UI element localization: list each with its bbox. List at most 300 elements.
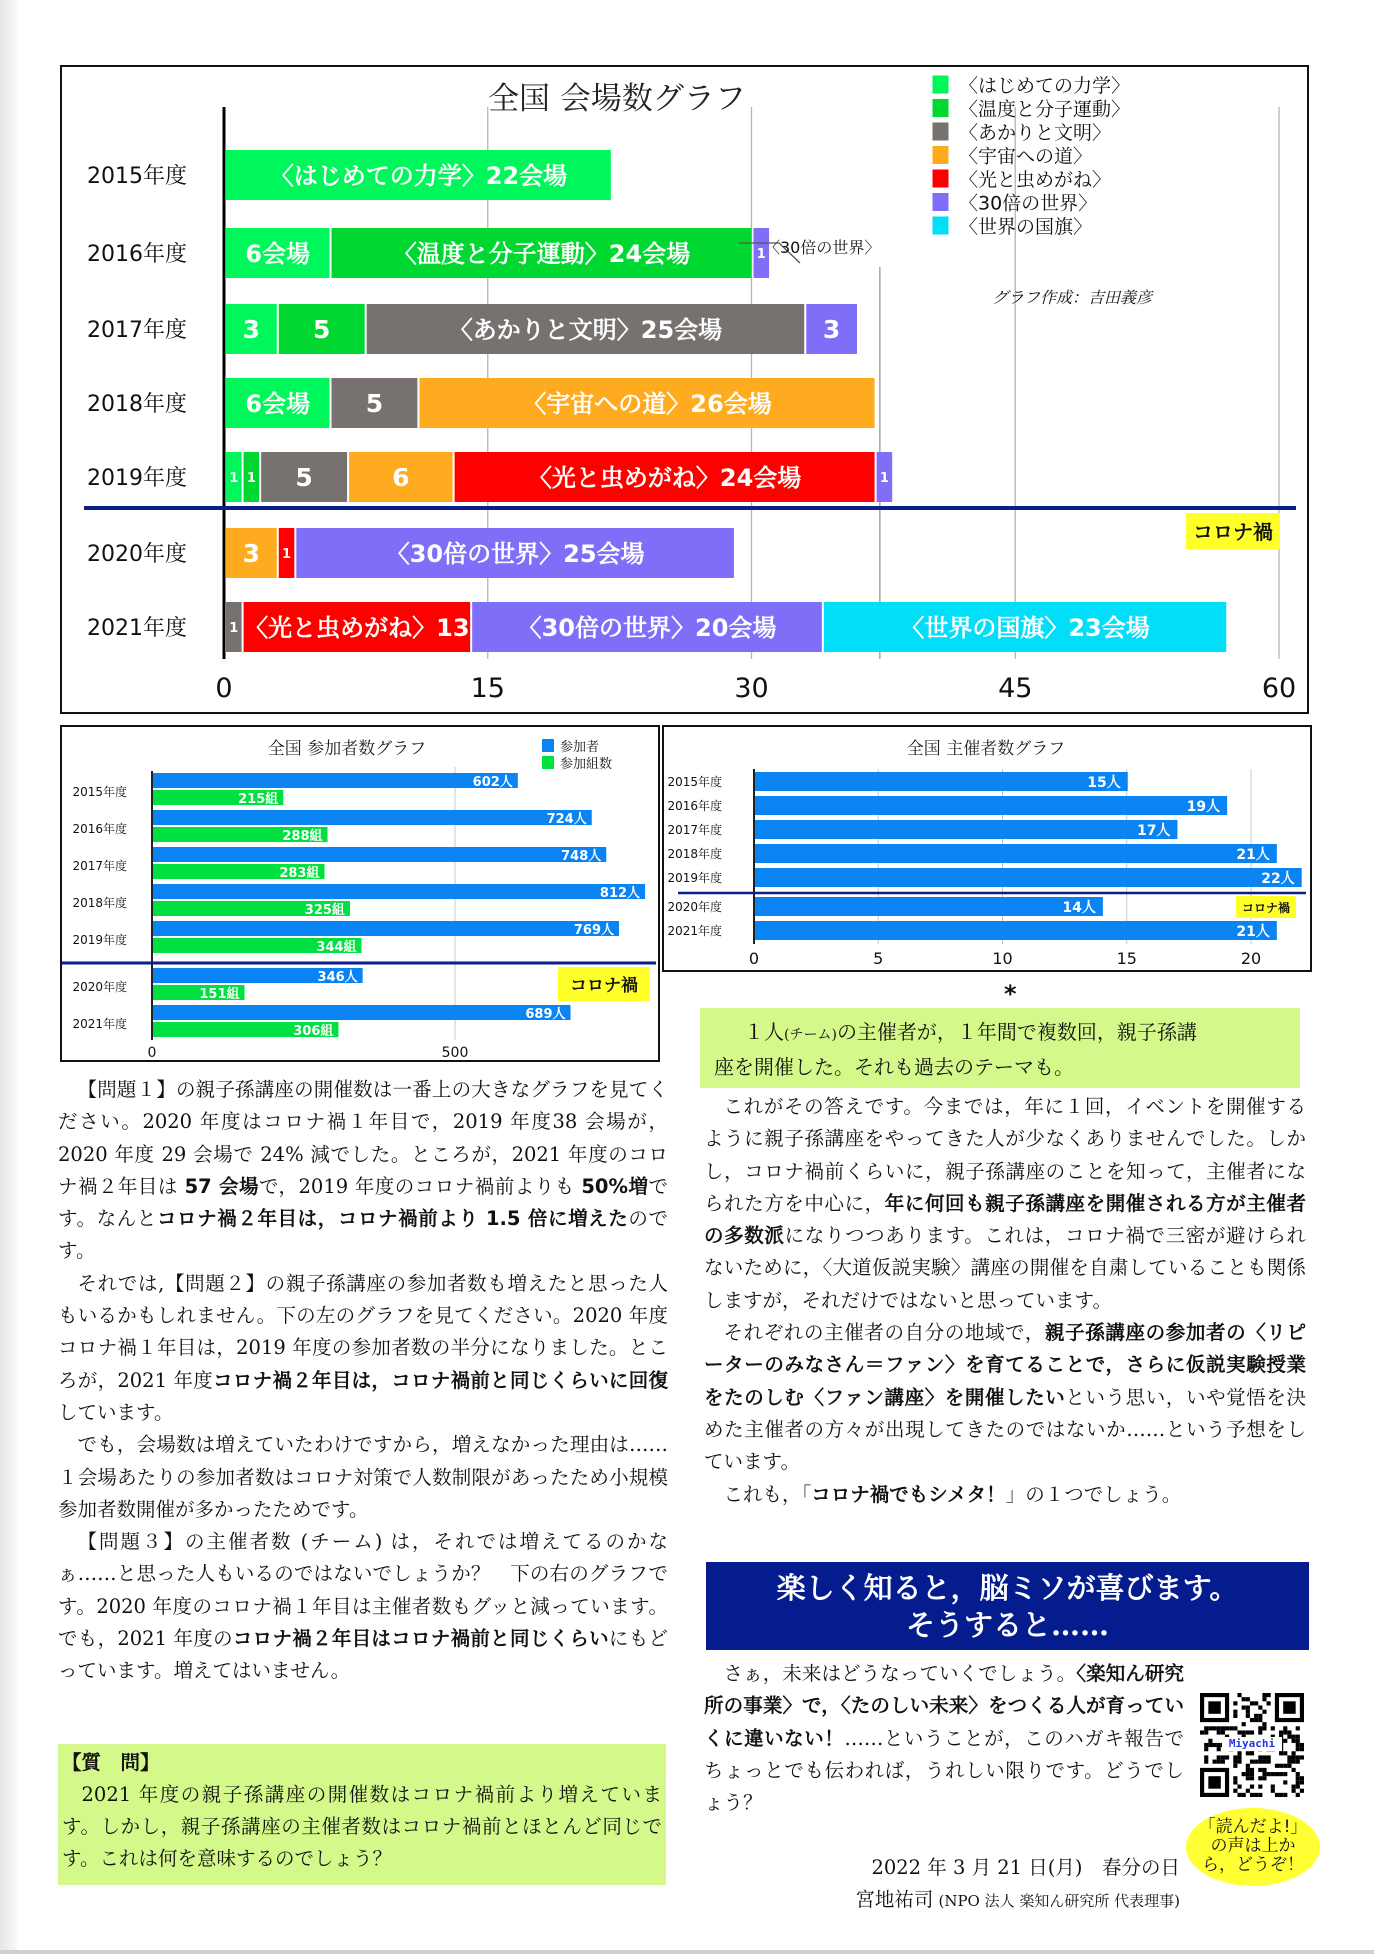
qr-module <box>1258 1776 1262 1780</box>
bar-participants <box>153 1005 571 1020</box>
bar-label: 〈光と虫めがね〉13 <box>244 614 470 642</box>
y-tick-label: 2019年度 <box>72 933 127 947</box>
qr-module <box>1200 1730 1204 1734</box>
qr-module <box>1204 1760 1208 1764</box>
qr-module <box>1233 1714 1237 1718</box>
legend-swatch-participants <box>542 739 554 752</box>
emphasis-text: コロナ禍２年目は，コロナ禍前より 1.5 倍に増えた <box>156 1207 629 1231</box>
bar-label: 1 <box>229 621 239 636</box>
qr-module <box>1271 1772 1275 1776</box>
paragraph-answer <box>704 1091 1306 1317</box>
body-text: です。なんと <box>58 1174 668 1231</box>
qr-module <box>1287 1764 1291 1768</box>
qr-finder <box>1283 1701 1295 1713</box>
bar-participants <box>153 773 518 788</box>
legend-swatch-hikari <box>932 169 949 188</box>
organizers-chart-title: 全国 主催者数グラフ <box>906 739 1066 759</box>
body-text: これがその答えです。今までは，年に１回，イベントを開催するように親子孫講座をやってきた人が少なくありませんでした。しかし，コロナ禍前くらいに，親子孫講座のことを知って，主催者になられた方を中心に， <box>704 1095 1306 1215</box>
qr-module <box>1267 1760 1271 1764</box>
banner-line-2: そうすると…… <box>905 1608 1109 1642</box>
y-tick-label: 2015年度 <box>72 785 127 799</box>
venues-chart-title: 全国 会場数グラフ <box>488 81 746 117</box>
qr-module <box>1283 1751 1287 1755</box>
y-tick-label: 2017年度 <box>667 823 722 837</box>
participants-chart <box>62 727 658 1060</box>
qr-module <box>1208 1743 1212 1747</box>
corona-label: コロナ禍 <box>1241 901 1291 915</box>
note-text-a: １人 <box>744 1020 784 1044</box>
qr-module <box>1262 1693 1266 1697</box>
qr-module <box>1258 1718 1262 1722</box>
bar-label: 〈はじめての力学〉22会場 <box>269 162 568 190</box>
y-tick-label: 2016年度 <box>72 822 127 836</box>
qr-module <box>1271 1726 1275 1730</box>
organizers-chart-frame <box>662 725 1312 972</box>
emphasis-text: コロナ禍２年目は，コロナ禍前と同じくらいに回復 <box>213 1368 668 1392</box>
data-label: 346人 <box>317 970 358 985</box>
note-line-2: 座を開催した。それも過去のテーマも。 <box>714 1055 1074 1079</box>
qr-module <box>1217 1743 1221 1747</box>
qr-module <box>1292 1785 1296 1789</box>
qr-module <box>1279 1751 1283 1755</box>
body-text: それぞれの主催者の自分の地域で， <box>723 1321 1046 1345</box>
qr-module <box>1250 1785 1254 1789</box>
qr-module <box>1258 1755 1262 1759</box>
date-line: 2022 年 3 月 21 日(月) 春分の日 <box>871 1856 1180 1879</box>
qr-module <box>1287 1735 1291 1739</box>
bar-organizers <box>755 868 1302 887</box>
qr-module <box>1296 1743 1300 1747</box>
qr-module <box>1237 1793 1241 1797</box>
x-tick-label: 15 <box>1116 949 1137 968</box>
x-tick-label: 10 <box>992 949 1013 968</box>
qr-module <box>1262 1772 1266 1776</box>
qr-module <box>1267 1693 1271 1697</box>
qr-module <box>1217 1726 1221 1730</box>
body-text: でも，会場数は増えていたわけですから，増えなかった理由は……１会場あたりの参加者数はコロナ対策で人数制限があったため小規模参加者数開催が多かったためです。 <box>58 1433 668 1521</box>
y-tick-label: 2020年度 <box>72 980 127 994</box>
qr-module <box>1246 1751 1250 1755</box>
data-label: 151組 <box>199 987 240 1002</box>
qr-module <box>1296 1785 1300 1789</box>
body-text: これも，「 <box>723 1482 812 1506</box>
x-tick-label: 0 <box>147 1045 157 1060</box>
data-label: 21人 <box>1236 847 1270 863</box>
qr-module <box>1283 1730 1287 1734</box>
author-line <box>720 1884 1180 1912</box>
paragraph-reason <box>58 1429 668 1526</box>
qr-module <box>1246 1768 1250 1772</box>
qr-module <box>1292 1768 1296 1772</box>
question-heading: 【質 問】 <box>62 1751 160 1774</box>
bar-label: 1 <box>229 471 239 486</box>
bar-label: 5 <box>365 389 384 418</box>
qr-module <box>1242 1730 1246 1734</box>
note-text-b: の主催者が，１年間で複数回，親子孫講 <box>836 1020 1197 1044</box>
y-tick-label: 2015年度 <box>87 164 187 189</box>
qr-module <box>1242 1705 1246 1709</box>
bar-label: 3 <box>822 315 841 344</box>
y-tick-label: 2016年度 <box>87 242 187 267</box>
qr-module <box>1233 1701 1237 1705</box>
corona-label: コロナ禍 <box>1193 520 1273 544</box>
body-text: 【問題１】の親子孫講座の開催数は一番上の大きなグラフを見てください。2020 年度はコロナ禍１年目で，2019 年度38 会場が，2020 年度 29 会場で 24% 減でした。ところが，2021 年度のコロナ禍２年目は <box>58 1078 668 1198</box>
qr-module <box>1229 1726 1233 1730</box>
emphasis-text: 50%増 <box>581 1174 649 1198</box>
bar-label: 〈温度と分子運動〉24会場 <box>392 240 691 268</box>
author-name: 宮地祐司 <box>855 1888 934 1911</box>
x-tick-label: 5 <box>873 949 884 968</box>
x-tick-label: 0 <box>748 949 760 968</box>
venues-chart-credit: グラフ作成：吉田義彦 <box>991 288 1153 307</box>
bar-label: 6会場 <box>245 390 311 418</box>
qr-module <box>1233 1780 1237 1784</box>
x-tick-label: 60 <box>1261 673 1297 704</box>
qr-module <box>1296 1735 1300 1739</box>
data-label: 769人 <box>573 923 615 938</box>
participants-chart-title: 全国 参加者数グラフ <box>267 739 427 759</box>
bar-organizers <box>755 844 1277 863</box>
paragraph-problem-3 <box>58 1526 668 1687</box>
qr-module <box>1296 1772 1300 1776</box>
data-label: 14人 <box>1062 900 1096 916</box>
qr-code[interactable] <box>1200 1693 1304 1797</box>
qr-module <box>1221 1726 1225 1730</box>
qr-module <box>1283 1780 1287 1784</box>
bar-label: 1 <box>879 471 889 486</box>
qr-module <box>1204 1747 1208 1751</box>
legend-label-participants: 参加者 <box>560 740 600 755</box>
qr-module <box>1258 1793 1262 1797</box>
body-text: しています。 <box>58 1400 174 1424</box>
data-label: 15人 <box>1087 775 1121 791</box>
legend-label: 〈世界の国旗〉 <box>959 216 1093 238</box>
qr-module <box>1262 1755 1266 1759</box>
qr-module <box>1279 1793 1283 1797</box>
qr-module <box>1283 1793 1287 1797</box>
data-label: 19人 <box>1186 799 1221 815</box>
qr-module <box>1283 1739 1287 1743</box>
balloon-line-1: 「読んだよ!」 <box>1198 1817 1308 1837</box>
y-tick-label: 2020年度 <box>87 542 187 567</box>
qr-module <box>1267 1772 1271 1776</box>
qr-module <box>1250 1760 1254 1764</box>
body-text: にもどっています。増えてはいません。 <box>58 1627 668 1683</box>
bar-label: 〈あかりと文明〉25会場 <box>448 316 723 344</box>
data-label: 283組 <box>279 866 320 881</box>
legend-label: 〈光と虫めがね〉 <box>959 169 1112 191</box>
qr-module <box>1292 1739 1296 1743</box>
body-text: それでは,【問題２】の親子孫講座の参加者数も増えたと思った人もいるかもしれません。下の左のグラフを見てください。2020 年度コロナ禍１年目は，2019 年度の参加者数の半分になりました。ところが，2021 年度 <box>58 1271 668 1392</box>
banner-line-1: 楽しく知ると，脳ミソが喜びます。 <box>776 1571 1239 1605</box>
data-label: 812人 <box>599 886 641 901</box>
emphasis-text: コロナ禍２年目はコロナ禍前と同じくらい <box>232 1627 609 1651</box>
qr-module <box>1225 1755 1229 1759</box>
qr-module <box>1233 1789 1237 1793</box>
qr-module <box>1287 1755 1291 1759</box>
qr-module <box>1262 1726 1266 1730</box>
paragraph-problem-1 <box>58 1074 668 1268</box>
question-body: 2021 年度の親子孫講座の開催数はコロナ禍前より増えています。しかし，親子孫講座の主催者数はコロナ禍前とほとんど同じです。これは何を意味するのでしょう？ <box>62 1783 662 1870</box>
legend-swatch-kokki <box>932 216 949 235</box>
body-text: という思い，いや覚悟を決めた主催者の方々が出現してきたのではないか……という予想をしています。 <box>704 1385 1306 1474</box>
data-label: 306組 <box>293 1024 334 1039</box>
qr-module <box>1246 1730 1250 1734</box>
data-label: 602人 <box>472 775 513 790</box>
qr-module <box>1300 1755 1304 1759</box>
qr-module <box>1242 1697 1246 1701</box>
qr-module <box>1262 1710 1266 1714</box>
qr-module <box>1250 1718 1254 1722</box>
qr-module <box>1296 1739 1300 1743</box>
y-tick-label: 2019年度 <box>667 871 722 885</box>
qr-module <box>1221 1755 1225 1759</box>
qr-module <box>1262 1722 1266 1726</box>
qr-module <box>1250 1701 1254 1705</box>
qr-module <box>1258 1726 1262 1730</box>
qr-module <box>1283 1772 1287 1776</box>
note-text-small: (チーム) <box>784 1027 837 1043</box>
bar-label: 1 <box>756 247 766 262</box>
banner <box>706 1562 1309 1650</box>
bar-label: 5 <box>295 463 313 492</box>
qr-module <box>1300 1747 1304 1751</box>
qr-module <box>1283 1726 1287 1730</box>
x-tick-label: 0 <box>215 673 233 704</box>
bar-participants <box>153 810 592 825</box>
qr-module <box>1242 1772 1246 1776</box>
y-tick-label: 2019年度 <box>87 466 187 491</box>
qr-module <box>1292 1760 1296 1764</box>
y-tick-label: 2018年度 <box>87 392 187 417</box>
x-tick-label: 45 <box>998 673 1033 704</box>
qr-module <box>1275 1772 1279 1776</box>
bar-label: 6会場 <box>245 240 311 268</box>
qr-module <box>1258 1714 1262 1718</box>
qr-module <box>1254 1714 1258 1718</box>
legend-swatch-bai30 <box>932 193 949 212</box>
data-label: 215組 <box>238 792 279 807</box>
qr-module <box>1262 1760 1266 1764</box>
qr-module <box>1296 1780 1300 1784</box>
qr-module <box>1217 1755 1221 1759</box>
qr-module <box>1217 1730 1221 1734</box>
qr-module <box>1262 1768 1266 1772</box>
legend-label: 〈30倍の世界〉 <box>959 192 1098 215</box>
qr-module <box>1296 1776 1300 1780</box>
qr-module <box>1300 1780 1304 1784</box>
qr-module <box>1258 1730 1262 1734</box>
qr-module <box>1267 1755 1271 1759</box>
note-box <box>700 1008 1300 1088</box>
qr-module <box>1233 1755 1237 1759</box>
qr-module <box>1208 1726 1212 1730</box>
bar-label: 〈世界の国旗〉23会場 <box>900 614 1150 642</box>
y-tick-label: 2020年度 <box>667 900 722 914</box>
legend-label: 〈はじめての力学〉 <box>959 75 1131 97</box>
bar-label: 〈宇宙への道〉26会場 <box>522 390 772 418</box>
body-text: になりつつあります。これは，コロナ禍で三密が避けられないために，〈大道仮説実験〉講座の開催を自粛していることも関係しますが，それだけではないと思っています。 <box>704 1224 1306 1312</box>
data-label: 17人 <box>1136 823 1171 839</box>
body-text: ……ということが，このハガキ報告でちょっとでも伝われば，うれしい限りです。どうでしょう？ <box>704 1726 1184 1815</box>
qr-module <box>1233 1726 1237 1730</box>
qr-module <box>1250 1751 1254 1755</box>
qr-module <box>1237 1751 1241 1755</box>
paragraph-problem-2 <box>58 1268 668 1429</box>
qr-module <box>1296 1793 1300 1797</box>
qr-module <box>1250 1730 1254 1734</box>
qr-module <box>1279 1730 1283 1734</box>
body-text: のです。 <box>58 1207 668 1263</box>
qr-module <box>1275 1764 1279 1768</box>
y-tick-label: 2021年度 <box>72 1017 127 1031</box>
qr-module <box>1258 1760 1262 1764</box>
legend-swatch-hajimete <box>932 75 949 94</box>
qr-module <box>1254 1793 1258 1797</box>
qr-module <box>1258 1768 1262 1772</box>
body-text: 【問題３】の主催者数 (チーム) は，それでは増えてるのかなぁ……と思った人もいるのではないでしょうか？ 下の右のグラフです。2020 年度のコロナ禍１年目は主催者数もグッと減っています。でも，2021 年度の <box>58 1530 668 1651</box>
qr-module <box>1208 1739 1212 1743</box>
qr-module <box>1246 1705 1250 1709</box>
bar-label: 1 <box>246 471 256 486</box>
qr-module <box>1233 1710 1237 1714</box>
qr-module <box>1212 1726 1216 1730</box>
qr-module <box>1271 1789 1275 1793</box>
page-edge <box>0 0 18 1954</box>
emphasis-text: コロナ禍でもシメタ！ <box>811 1482 1006 1506</box>
qr-module <box>1250 1776 1254 1780</box>
qr-module <box>1233 1760 1237 1764</box>
qr-module <box>1292 1735 1296 1739</box>
note-line-1 <box>714 1016 1294 1051</box>
qr-module <box>1267 1701 1271 1705</box>
right-column-text <box>704 1091 1306 1511</box>
qr-module <box>1250 1768 1254 1772</box>
bar-label: 1 <box>282 547 292 562</box>
qr-module <box>1246 1710 1250 1714</box>
qr-module <box>1287 1730 1291 1734</box>
qr-module <box>1217 1747 1221 1751</box>
x-tick-label: 20 <box>1240 949 1262 968</box>
asterisk: * <box>1004 980 1017 1008</box>
body-text: さぁ，未来はどうなっていくでしょう。 <box>723 1662 1077 1685</box>
qr-module <box>1237 1693 1241 1697</box>
legend-label: 〈温度と分子運動〉 <box>959 98 1131 121</box>
qr-module <box>1296 1726 1300 1730</box>
data-label: 21人 <box>1236 924 1270 940</box>
qr-module <box>1300 1789 1304 1793</box>
feedback-balloon <box>1186 1808 1320 1886</box>
bar-label: 3 <box>242 539 261 568</box>
participants-chart-frame <box>60 725 660 1062</box>
qr-finder <box>1208 1701 1220 1713</box>
y-tick-label: 2015年度 <box>667 775 722 789</box>
qr-module <box>1212 1760 1216 1764</box>
bar-organizers <box>755 796 1227 815</box>
qr-module <box>1300 1743 1304 1747</box>
qr-module <box>1225 1726 1229 1730</box>
venues-chart <box>62 67 1307 712</box>
qr-module <box>1246 1776 1250 1780</box>
qr-module <box>1246 1714 1250 1718</box>
y-tick-label: 2021年度 <box>87 616 187 641</box>
data-label: 748人 <box>561 849 602 864</box>
qr-module <box>1258 1785 1262 1789</box>
qr-module <box>1212 1743 1216 1747</box>
qr-module <box>1271 1785 1275 1789</box>
data-label: 689人 <box>525 1007 566 1022</box>
qr-module <box>1292 1751 1296 1755</box>
emphasis-text: 年に何回も親子孫講座を開催される方が主催者の多数派 <box>704 1191 1306 1248</box>
paragraph-fans <box>704 1317 1306 1478</box>
qr-module <box>1250 1793 1254 1797</box>
qr-module <box>1258 1705 1262 1709</box>
closing-text <box>704 1658 1184 1819</box>
qr-module <box>1254 1718 1258 1722</box>
qr-label: Miyachi <box>1222 1737 1282 1751</box>
author-affiliation: (NPO 法人 楽知ん研究所 代表理事) <box>938 1892 1180 1910</box>
body-text: 」の１つでしょう。 <box>1005 1482 1182 1506</box>
legend-swatch-uchu <box>932 146 949 165</box>
legend-label-groups: 参加組数 <box>560 757 613 772</box>
bar-label: 5 <box>313 315 331 344</box>
qr-module <box>1237 1785 1241 1789</box>
qr-module <box>1292 1789 1296 1793</box>
qr-module <box>1204 1730 1208 1734</box>
bar-organizers <box>755 820 1177 839</box>
bar-label: 6 <box>392 463 410 492</box>
y-tick-label: 2021年度 <box>667 924 722 938</box>
qr-module <box>1283 1764 1287 1768</box>
qr-module <box>1296 1760 1300 1764</box>
qr-module <box>1204 1755 1208 1759</box>
data-label: 325組 <box>304 903 345 918</box>
body-text: で，2019 年度のコロナ禍前よりも <box>258 1174 582 1198</box>
qr-module <box>1237 1755 1241 1759</box>
qr-module <box>1221 1730 1225 1734</box>
emphasis-text: 〈楽知ん研究所の事業〉で，〈たのしい未来〉をつくる人が育っていくに違いない！ <box>704 1662 1184 1750</box>
y-tick-label: 2018年度 <box>667 847 722 861</box>
bar-participants <box>153 921 619 936</box>
x-tick-label: 30 <box>734 673 769 704</box>
qr-module <box>1242 1793 1246 1797</box>
legend-swatch-akari <box>932 122 949 141</box>
bar-organizers <box>755 772 1128 791</box>
balloon-line-3: ら，どうぞ！ <box>1202 1855 1304 1875</box>
corona-label: コロナ禍 <box>570 976 638 996</box>
qr-module <box>1233 1764 1237 1768</box>
x-tick-label: 500 <box>441 1045 469 1060</box>
qr-module <box>1262 1776 1266 1780</box>
bar-label: 〈光と虫めがね〉24会場 <box>527 464 802 492</box>
qr-module <box>1217 1760 1221 1764</box>
qr-module <box>1242 1722 1246 1726</box>
left-column-text <box>58 1074 668 1688</box>
balloon-line-2: の声は上か <box>1210 1836 1296 1856</box>
legend-swatch-ondo <box>932 99 949 118</box>
qr-module <box>1204 1743 1208 1747</box>
y-tick-label: 2016年度 <box>667 799 722 813</box>
data-label: 22人 <box>1261 871 1295 887</box>
y-tick-label: 2018年度 <box>72 896 127 910</box>
callout-label: 〈30倍の世界〉 <box>764 238 881 257</box>
emphasis-text: 57 会場 <box>184 1174 259 1198</box>
qr-module <box>1262 1697 1266 1701</box>
qr-module <box>1279 1764 1283 1768</box>
qr-module <box>1300 1776 1304 1780</box>
qr-module <box>1221 1760 1225 1764</box>
page-bottom-border <box>0 1950 1374 1954</box>
